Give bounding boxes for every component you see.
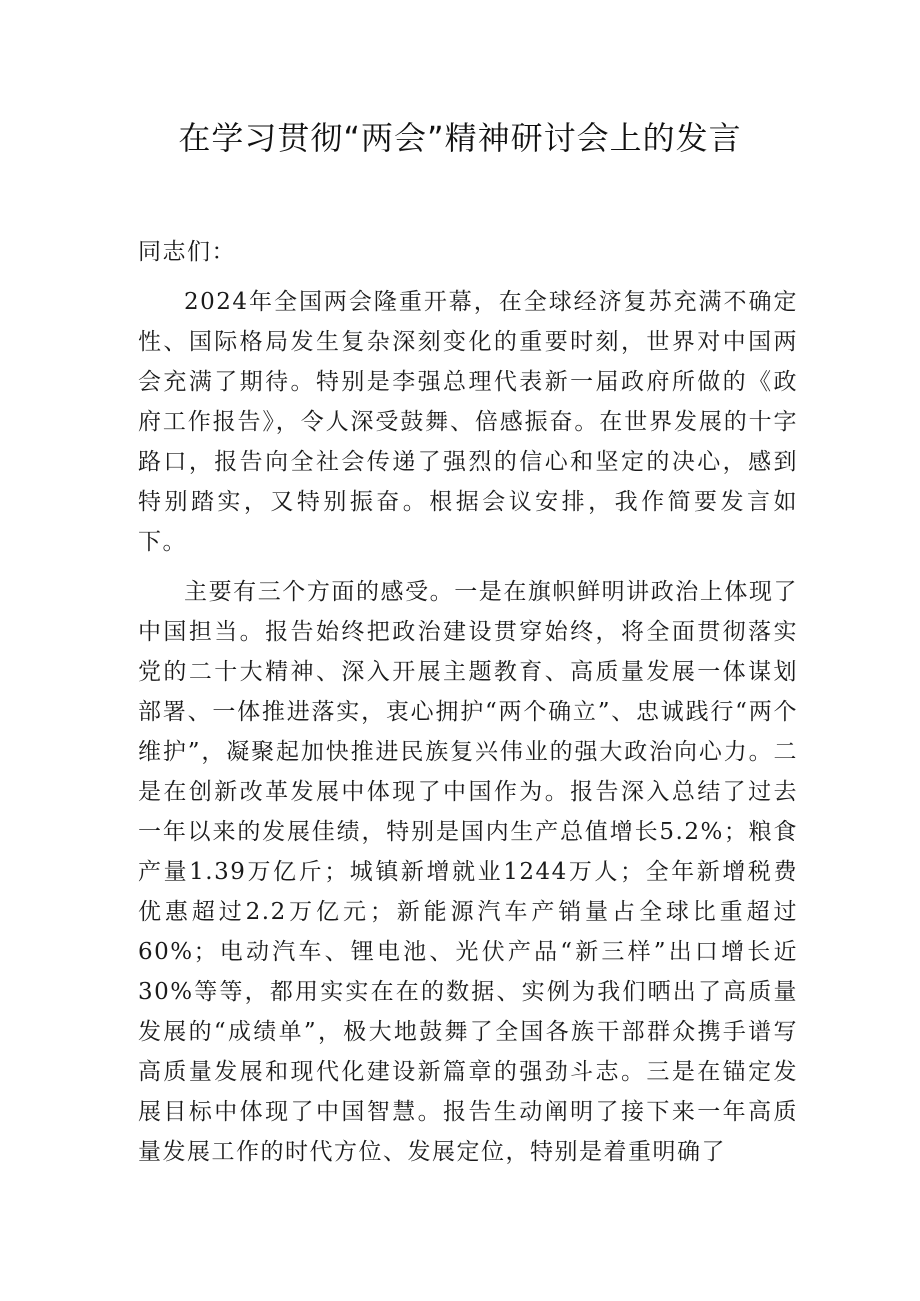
document-body <box>138 232 798 1182</box>
paragraph-three-feelings: 主要有三个方面的感受。一是在旗帜鲜明讲政治上体现了中国担当。报告始终把政治建设贯穿始终，将全面贯彻落实党的二十大精神、深入开展主题教育、高质量发展一体谋划部署、一体推进落实，衷心拥护“两个确立”、忠诚践行“两个维护”，凝聚起加快推进民族复兴伟业的强大政治向心力。二是在创新改革发展中体现了中国作为。报告深入总结了过去一年以来的发展佳绩，特别是国内生产总值增长5.2%；粮食产量1.39万亿斤；城镇新增就业1244万人；全年新增税费优惠超过2.2万亿元；新能源汽车产销量占全球比重超过60%；电动汽车、锂电池、光伏产品“新三样”出口增长近30%等等，都用实实在在的数据、实例为我们晒出了高质量发展的“成绩单”，极大地鼓舞了全国各族干部群众携手谱写高质量发展和现代化建设新篇章的强劲斗志。三是在锚定发展目标中体现了中国智慧。报告生动阐明了接下来一年高质量发展工作的时代方位、发展定位，特别是着重明确了 <box>138 579 798 1165</box>
salutation: 同志们： <box>138 239 236 265</box>
paragraph-opening: 2024年全国两会隆重开幕，在全球经济复苏充满不确定性、国际格局发生复杂深刻变化的重要时刻，世界对中国两会充满了期待。特别是李强总理代表新一届政府所做的《政府工作报告》，令人深受鼓舞、倍感振奋。在世界发展的十字路口，报告向全社会传递了强烈的信心和坚定的决心，感到特别踏实，又特别振奋。根据会议安排，我作简要发言如下。 <box>138 289 798 555</box>
document-title: 在学习贯彻“两会”精神研讨会上的发言 <box>178 119 742 157</box>
